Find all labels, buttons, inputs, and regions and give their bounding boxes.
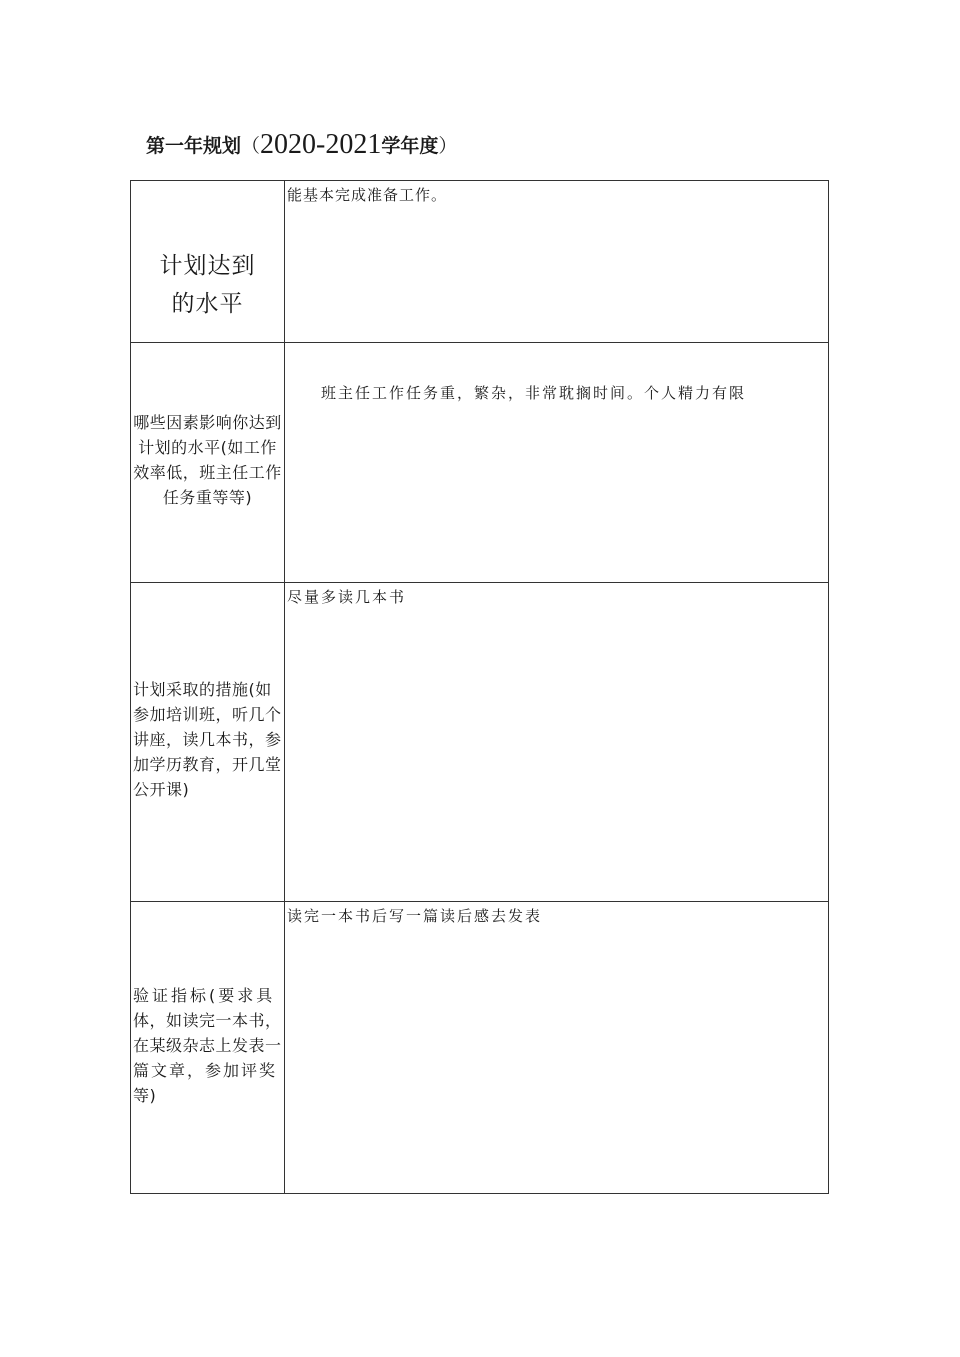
row-label xyxy=(131,677,284,802)
row-label-cell xyxy=(131,583,285,902)
label-line: 验证指标(要求具 xyxy=(133,986,276,1005)
row-content: 能基本完成准备工作。 xyxy=(287,186,448,204)
row-label-cell xyxy=(131,902,285,1194)
title-close-paren: ） xyxy=(438,135,458,157)
label-line: 计划达到 xyxy=(159,253,256,279)
plan-table xyxy=(130,180,829,1194)
label-line: 计划的水平(如工作 xyxy=(138,438,277,457)
row-label-cell xyxy=(131,343,285,583)
label-line: 参加培训班，听几个 xyxy=(133,705,282,724)
table-row xyxy=(131,181,829,343)
label-line: 篇文章，参加评奖 xyxy=(133,1061,278,1080)
title-years: 2020-2021 xyxy=(260,129,382,160)
label-line: 的水平 xyxy=(171,291,244,317)
row-content-cell xyxy=(285,181,829,343)
row-content: 尽量多读几本书 xyxy=(287,588,407,606)
label-line: 在某级杂志上发表一 xyxy=(133,1036,282,1055)
table-row xyxy=(131,583,829,902)
label-line: 体，如读完一本书， xyxy=(133,1011,282,1030)
row-label xyxy=(131,983,284,1108)
title-prefix: 第一年规划 xyxy=(146,135,242,157)
table-row xyxy=(131,902,829,1194)
row-content: 读完一本书后写一篇读后感去发表 xyxy=(287,907,543,925)
row-label-cell xyxy=(131,181,285,343)
label-line: 讲座，读几本书，参 xyxy=(133,730,282,749)
row-label xyxy=(131,410,284,510)
table-row xyxy=(131,343,829,583)
label-line: 哪些因素影响你达到 xyxy=(133,413,282,432)
row-content-cell xyxy=(285,583,829,902)
label-line: 计划采取的措施(如 xyxy=(133,680,272,699)
row-label xyxy=(131,247,284,323)
row-content-cell xyxy=(285,343,829,583)
label-line: 任务重等等) xyxy=(162,488,253,507)
label-line: 等) xyxy=(133,1086,157,1105)
title-open-paren: （ xyxy=(241,135,261,157)
page-title xyxy=(146,128,457,162)
label-line: 加学历教育，开几堂 xyxy=(133,755,282,774)
label-line: 公开课) xyxy=(133,780,190,799)
label-line: 效率低，班主任工作 xyxy=(133,463,282,482)
row-content: 班主任工作任务重，繁杂，非常耽搁时间。个人精力有限 xyxy=(321,384,747,402)
title-suffix: 学年度 xyxy=(381,135,439,157)
row-content-cell xyxy=(285,902,829,1194)
